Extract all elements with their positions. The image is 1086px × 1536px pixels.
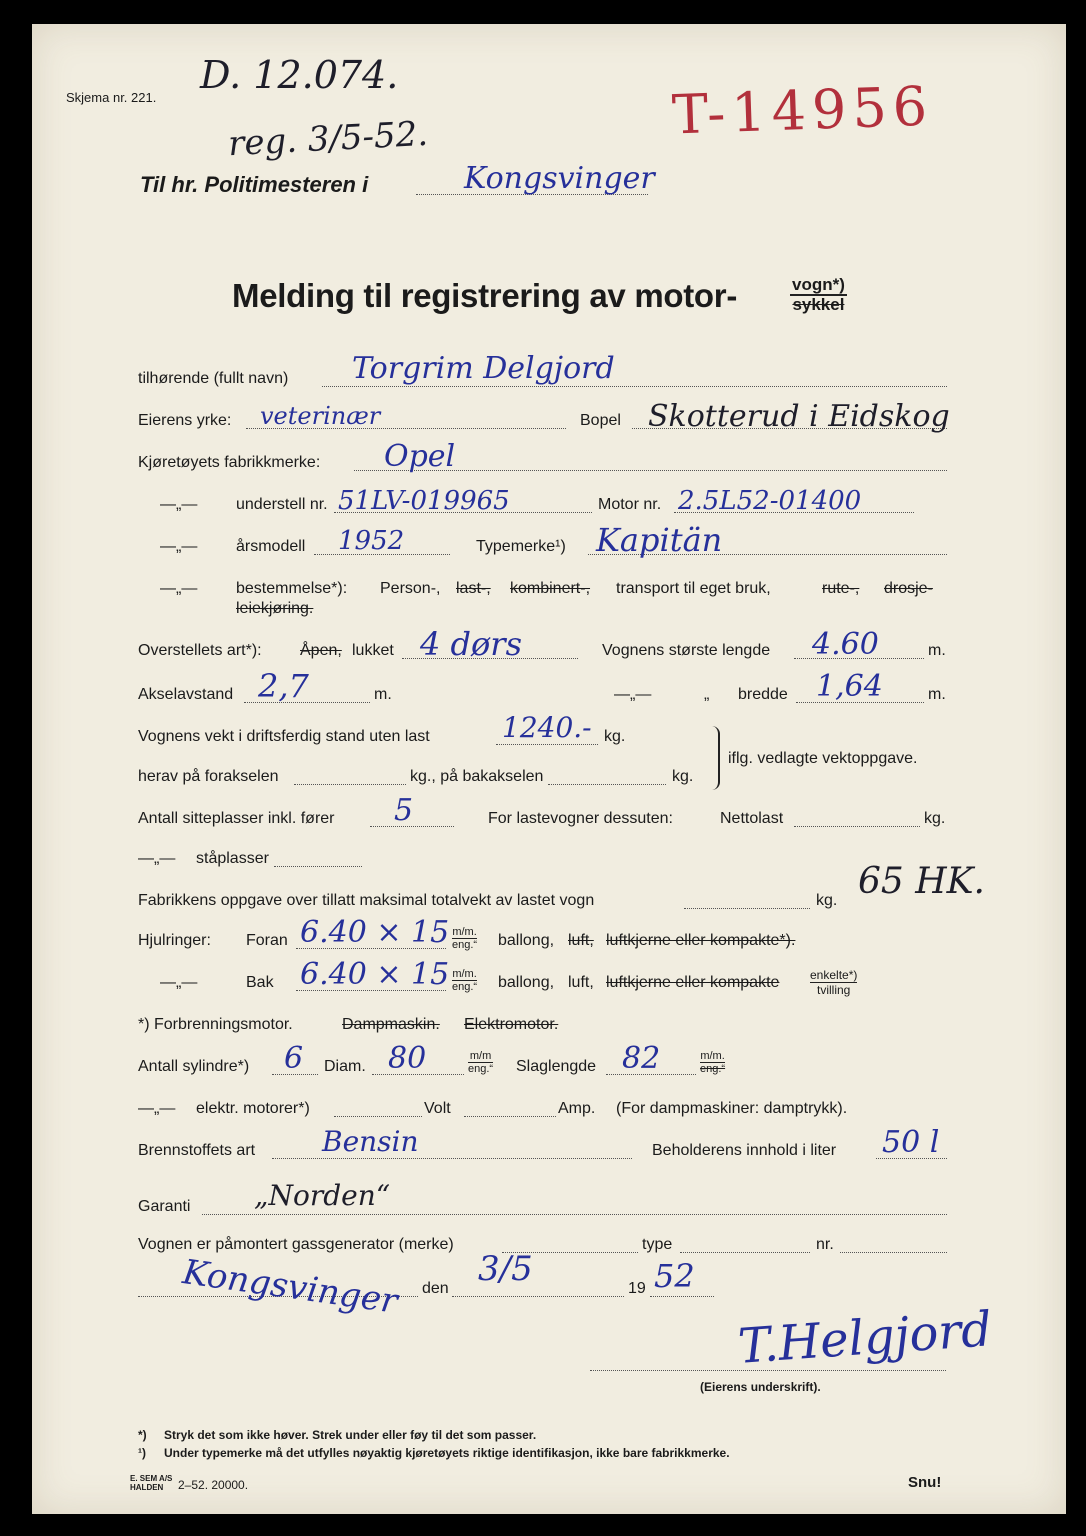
chassis-value: 51LV-019965: [338, 486, 510, 516]
brace: [712, 726, 720, 790]
front-rim-label: Foran: [246, 932, 288, 949]
rear-rim-label: Bak: [246, 974, 274, 991]
ditto-mark: —„—: [160, 496, 198, 513]
footnote-1-mark: *): [138, 1428, 147, 1442]
title-frac-top: vogn*): [792, 275, 845, 294]
ditto-mark: —„—: [138, 1100, 176, 1117]
rear-rim-value: 6.40 × 15: [300, 957, 450, 992]
rear-rim-unit: [452, 968, 477, 993]
net-load-label: Nettolast: [720, 810, 784, 827]
printer-city: HALDEN: [130, 1483, 164, 1492]
warranty-value: „Norden“: [254, 1179, 391, 1212]
fuel-value: Bensin: [322, 1125, 419, 1158]
turn-over-note: Snu!: [908, 1474, 942, 1491]
frac-mm: m/m.: [700, 1050, 725, 1062]
single-twin-fraction: [810, 968, 857, 997]
stroke-unit: [700, 1050, 725, 1075]
tire-luftkjerne: luftkjerne eller kompakte*).: [606, 932, 796, 949]
date-value: 3/5: [478, 1249, 533, 1289]
line: [272, 1158, 632, 1159]
line: [684, 908, 810, 909]
form-page: [32, 24, 1066, 1514]
frac-mm: m/m: [469, 1050, 492, 1062]
stamp-registration-number: T-14956: [670, 74, 935, 147]
frac-mm: m/m.: [452, 926, 477, 938]
frac-tvilling: tvilling: [817, 983, 851, 997]
seats-value: 5: [394, 793, 414, 828]
purpose-kombinert: kombinert-,: [510, 580, 591, 597]
truck-label: For lastevogner dessuten:: [488, 810, 673, 827]
line: [334, 1116, 422, 1117]
handwritten-police-district: Kongsvinger: [464, 161, 655, 196]
tire-ballong: ballong,: [498, 974, 555, 991]
place-value: Kongsvinger: [180, 1252, 400, 1322]
cylinders-label: Antall sylindre*): [138, 1058, 250, 1075]
stroke-value: 82: [622, 1041, 661, 1076]
residence-value: Skotterud i Eidskog: [648, 399, 950, 434]
frac-eng: eng.“: [452, 939, 478, 951]
motor-label: Motor nr.: [598, 496, 662, 513]
electric-label: elektr. motorer*): [196, 1100, 310, 1117]
cylinders-value: 6: [284, 1041, 304, 1076]
steam-label: (For dampmaskiner: damptrykk).: [616, 1100, 848, 1117]
owner-value: Torgrim Delgjord: [352, 351, 615, 386]
tire-luft: luft,: [568, 974, 594, 991]
warranty-label: Garanti: [138, 1198, 191, 1215]
line: [840, 1252, 947, 1253]
tank-value: 50 l: [882, 1125, 940, 1160]
front-rim-value: 6.40 × 15: [300, 915, 450, 950]
front-axle-label: herav på forakselen: [138, 768, 279, 785]
make-label: Kjøretøyets fabrikkmerke:: [138, 454, 321, 471]
width-label: bredde: [738, 686, 788, 703]
ditto-mark: —„—: [160, 580, 198, 597]
frac-enkelte: enkelte*): [810, 968, 858, 982]
frac-eng: eng.“: [700, 1063, 726, 1075]
unit-m: m.: [928, 686, 946, 703]
to-label: Til hr. Politimesteren i: [140, 172, 369, 197]
line: [202, 1214, 947, 1215]
engine-damp: Dampmaskin.: [342, 1016, 440, 1033]
ditto-mark: —„—: [138, 850, 176, 867]
weight-value: 1240.-: [502, 711, 592, 744]
gas-nr-label: nr.: [816, 1236, 834, 1253]
amp-label: Amp.: [558, 1100, 596, 1117]
line: [274, 866, 362, 867]
tire-ballong: ballong,: [498, 932, 555, 949]
volt-label: Volt: [424, 1100, 451, 1117]
frac-eng: eng.“: [452, 981, 478, 993]
line: [794, 826, 920, 827]
rims-label: Hjulringer:: [138, 932, 211, 949]
frac-mm: m/m.: [452, 968, 477, 980]
body-lukket: lukket: [352, 642, 394, 659]
type-label: Typemerke¹): [476, 538, 566, 555]
schema-label: Skjema nr. 221.: [66, 90, 157, 105]
line: [452, 1296, 624, 1297]
tire-luftkjerne-2: luftkjerne eller kompakte: [606, 974, 780, 991]
purpose-drosje: drosje-: [884, 580, 933, 597]
diam-unit: [468, 1050, 493, 1075]
ditto-mark: —„—: [160, 974, 198, 991]
unit-kg: kg.: [816, 892, 838, 909]
title-fraction: [790, 276, 847, 314]
model-year-value: 1952: [338, 526, 405, 556]
purpose-label: bestemmelse*):: [236, 580, 348, 597]
engine-forbrenning: *) Forbrenningsmotor.: [138, 1016, 293, 1033]
residence-label: Bopel: [580, 412, 621, 429]
year-prefix: 19: [628, 1280, 646, 1297]
horsepower-value: 65 HK.: [858, 861, 985, 902]
line: [294, 784, 406, 785]
tire-luft: luft,: [568, 932, 594, 949]
wheelbase-value: 2,7: [258, 667, 309, 705]
line: [650, 1296, 714, 1297]
unit-m: m.: [374, 686, 392, 703]
unit-m: m.: [928, 642, 946, 659]
chassis-label: understell nr.: [236, 496, 328, 513]
standing-label: ståplasser: [196, 850, 269, 867]
diam-label: Diam.: [324, 1058, 366, 1075]
diam-value: 80: [388, 1041, 427, 1076]
handwritten-case-number: D. 12.074.: [200, 53, 399, 97]
weight-label: Vognens vekt i driftsferdig stand uten last: [138, 728, 430, 745]
fuel-label: Brennstoffets art: [138, 1142, 256, 1159]
title-frac-bottom: sykkel: [792, 295, 845, 314]
printer-name: E. SEM A/S: [130, 1474, 173, 1483]
purpose-transport: transport til eget bruk,: [616, 580, 771, 597]
line: [464, 1116, 556, 1117]
purpose-leie: leiekjøring.: [236, 600, 314, 617]
model-year-label: årsmodell: [236, 538, 306, 555]
tank-label: Beholderens innhold i liter: [652, 1142, 837, 1159]
line: [548, 784, 666, 785]
body-value: 4 dørs: [420, 625, 522, 663]
motor-value: 2.5L52-01400: [678, 486, 862, 516]
frac-eng: eng.“: [468, 1063, 494, 1075]
footnote-2: Under typemerke må det utfylles nøyaktig kjøretøyets riktige identifikasjon, ikke bare fabrikkmerke.: [164, 1446, 730, 1460]
print-code: 2–52. 20000.: [178, 1478, 249, 1492]
footnote-1: Stryk det som ikke høver. Strek under eller føy til det som passer.: [164, 1428, 537, 1442]
ditto-mark: —„—: [160, 538, 198, 555]
stroke-label: Slaglengde: [516, 1058, 597, 1075]
type-value: Kapitän: [596, 521, 723, 559]
gas-type-label: type: [642, 1236, 673, 1253]
ditto-quote: „: [704, 686, 710, 703]
ditto-mark: —„—: [614, 686, 652, 703]
line: [322, 386, 947, 387]
body-apen: Åpen,: [300, 642, 342, 659]
line: [680, 1252, 810, 1253]
wheelbase-label: Akselavstand: [138, 686, 234, 703]
gas-generator-label: Vognen er påmontert gassgenerator (merke): [138, 1236, 454, 1253]
front-rim-unit: [452, 926, 477, 951]
purpose-person: Person-,: [380, 580, 441, 597]
body-label: Overstellets art*):: [138, 642, 262, 659]
footnote-2-mark: ¹): [138, 1446, 146, 1460]
owner-signature: T.Helgjord: [736, 1301, 994, 1375]
length-value: 4.60: [812, 627, 879, 662]
engine-elektro: Elektromotor.: [464, 1016, 559, 1033]
rear-axle-label: kg., på bakakselen: [410, 768, 544, 785]
occupation-label: Eierens yrke:: [138, 412, 232, 429]
length-label: Vognens største lengde: [602, 642, 771, 659]
seats-label: Antall sitteplasser inkl. fører: [138, 810, 335, 827]
occupation-value: veterinær: [260, 402, 381, 430]
weight-note: iflg. vedlagte vektoppgave.: [728, 750, 918, 767]
den-label: den: [422, 1280, 449, 1297]
unit-kg: kg.: [604, 728, 626, 745]
purpose-last: last-,: [456, 580, 491, 597]
make-value: Opel: [384, 439, 456, 474]
purpose-rute: rute-,: [822, 580, 860, 597]
owner-label: tilhørende (fullt navn): [138, 370, 289, 387]
form-title: Melding til registrering av motor-: [232, 277, 738, 314]
maxweight-label: Fabrikkens oppgave over tillatt maksimal totalvekt av lastet vogn: [138, 892, 595, 909]
unit-kg: kg.: [924, 810, 946, 827]
line: [496, 744, 598, 745]
handwritten-reg-date: reg. 3/5-52.: [227, 113, 429, 165]
signature-label: (Eierens underskrift).: [700, 1380, 821, 1394]
width-value: 1,64: [816, 669, 883, 704]
unit-kg: kg.: [672, 768, 694, 785]
year-value: 52: [654, 1257, 695, 1295]
